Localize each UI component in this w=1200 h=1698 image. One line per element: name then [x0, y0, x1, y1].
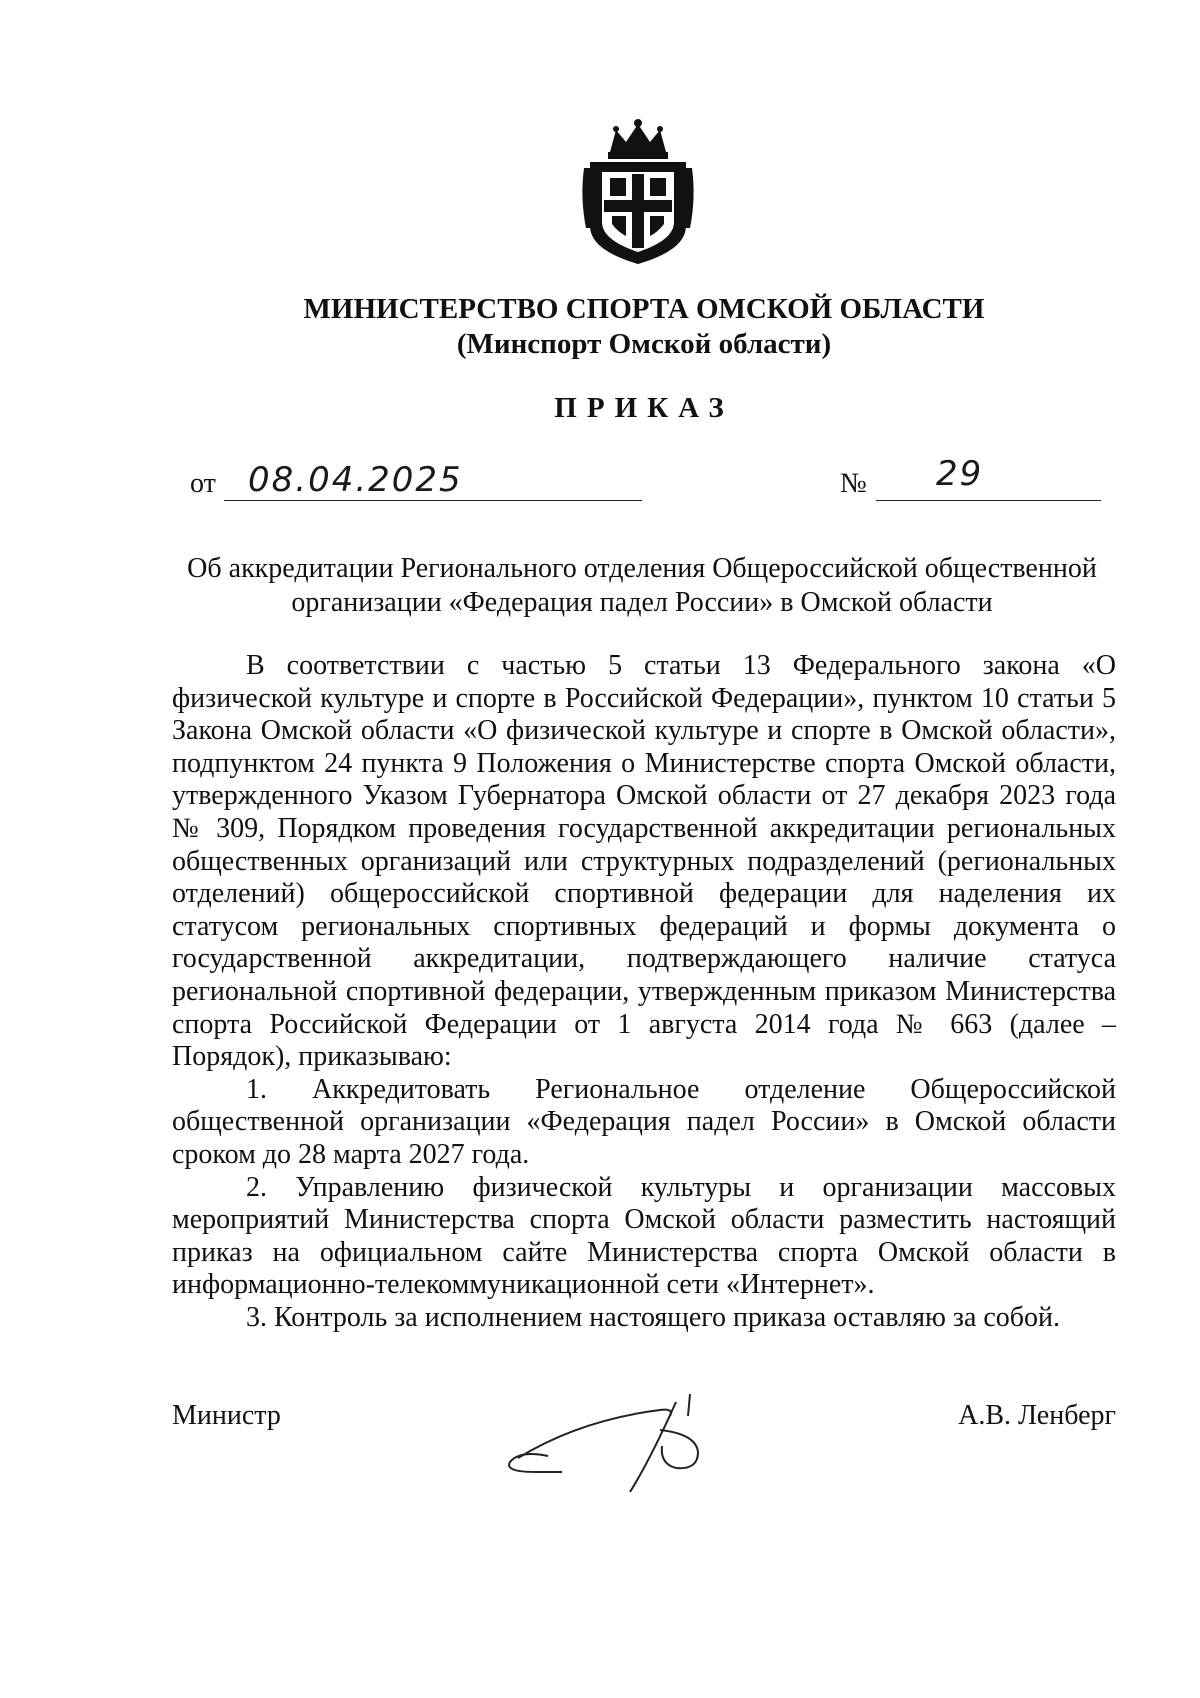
date-label: от	[190, 468, 216, 499]
date-field	[224, 460, 642, 501]
date-number-row	[190, 454, 1090, 504]
number-field	[876, 454, 1101, 501]
signatory-title: Министр	[172, 1400, 281, 1431]
signatory-name: А.В. Ленберг	[958, 1400, 1116, 1431]
handwritten-signature-icon	[500, 1380, 720, 1500]
document-type: ПРИКАЗ	[554, 392, 734, 424]
number-value: 29	[936, 454, 984, 494]
date-value: 08.04.2025	[248, 460, 463, 500]
document-body	[172, 650, 1116, 1334]
ministry-short-name: (Минспорт Омской области)	[456, 328, 832, 360]
paragraph-preamble: В соответствии с частью 5 статьи 13 Федерального закона «О физической культуре и спорте в Российской Федерации», пунктом 10 статьи 5 Закона Омской области «О физической культуре и спорте в Омской области», подпунктом 24 пункта 9 Положения о Министерстве спорта Омской области, утвержденного Указом Губернатора Омской области от 27 декабря 2023 года № 309, Порядком проведения государственной аккредитации региональных общественных организаций или структурных подразделений (региональных отделений) общероссийской спортивной федерации для наделения их статусом региональных спортивных федераций и формы документа о государственной аккредитации, подтверждающего наличие статуса региональной спортивной федерации, утвержденным приказом Министерства спорта Российской Федерации от 1 августа 2014 года № 663 (далее – Порядок), приказываю:	[172, 650, 1116, 1073]
paragraph-item-2: 2. Управлению физической культуры и организации массовых мероприятий Министерства спорта Омской области разместить настоящий приказ на официальном сайте Министерства спорта Омской области в информационно-телекоммуникационной сети «Интернет».	[172, 1171, 1116, 1301]
ministry-name: МИНИСТЕРСТВО СПОРТА ОМСКОЙ ОБЛАСТИ	[303, 293, 985, 325]
paragraph-item-1: 1. Аккредитовать Региональное отделение Общероссийской общественной организации «Федерация падел России» в Омской области сроком до 28 марта 2027 года.	[172, 1073, 1116, 1170]
coat-of-arms-icon	[580, 118, 696, 268]
number-label: №	[840, 468, 867, 499]
document-subject: Об аккредитации Регионального отделения Общероссийской общественной организации «Федерация падел России» в Омской области	[187, 553, 1097, 618]
paragraph-item-3: 3. Контроль за исполнением настоящего приказа оставляю за собой.	[246, 1301, 1061, 1333]
